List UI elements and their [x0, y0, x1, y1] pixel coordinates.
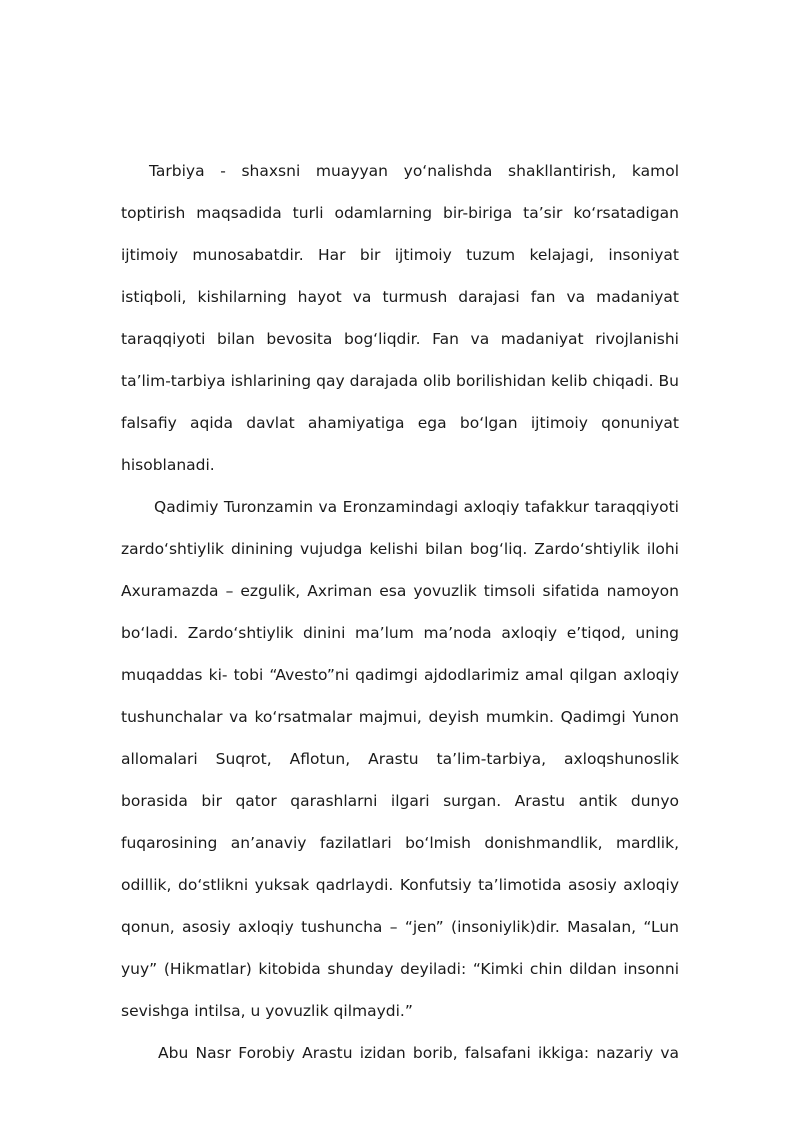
paragraph-qadimiy-turonzamin: Qadimiy Turonzamin va Eronzamindagi axloqiy tafakkur taraqqiyoti zardo‘shtiylik dinining vujudga kelishi bilan bog‘liq. Zardo‘shtiylik ilohi Axuramazda – ezgulik, Axriman esa yovuzlik timsoli sifatida namoyon bo‘ladi. Zardo‘shtiylik dinini ma’lum ma’noda axloqiy e’tiqod, uning muqaddas ki- tobi “Avesto”ni qadimgi ajdodlarimiz amal qilgan axloqiy tushunchalar va ko‘rsatmalar majmui, deyish mumkin. Qadimgi Yunon allomalari Suqrot, Aflotun, Arastu ta’lim-tarbiya, axloqshunoslik borasida bir qator qarashlarni ilgari surgan. Arastu antik dunyo fuqarosining an’anaviy fazilatlari bo‘lmish donishmandlik, mardlik, odillik, do‘stlikni yuksak qadrlaydi. Konfutsiy ta’limotida asosiy axloqiy qonun, asosiy axloqiy tushuncha – “jen” (insoniylik)dir. Masalan, “Lun yuy” (Hikmatlar) kitobida shunday deyiladi: “Kimki chin dildan insonni sevishga intilsa, u yovuzlik qilmaydi.”	[121, 498, 679, 1020]
paragraph-abu-nasr-forobiy: Abu Nasr Forobiy Arastu izidan borib, falsafani ikkiga: nazariy va	[158, 1044, 679, 1062]
body-text	[121, 150, 679, 1074]
paragraph-tarbiya: Tarbiya - shaxsni muayyan yo‘nalishda shakllantirish, kamol toptirish maqsadida turli odamlarning bir-biriga ta’sir ko‘rsatadigan ijtimoiy munosabatdir. Har bir ijtimoiy tuzum kelajagi, insoniyat istiqboli, kishilarning hayot va turmush darajasi fan va madaniyat taraqqiyoti bilan bevosita bog‘liqdir. Fan va madaniyat rivojlanishi ta’lim-tarbiya ishlarining qay darajada olib borilishidan kelib chiqadi. Bu falsafiy aqida davlat ahamiyatiga ega bo‘lgan ijtimoiy qonuniyat hisoblanadi.	[121, 162, 679, 474]
